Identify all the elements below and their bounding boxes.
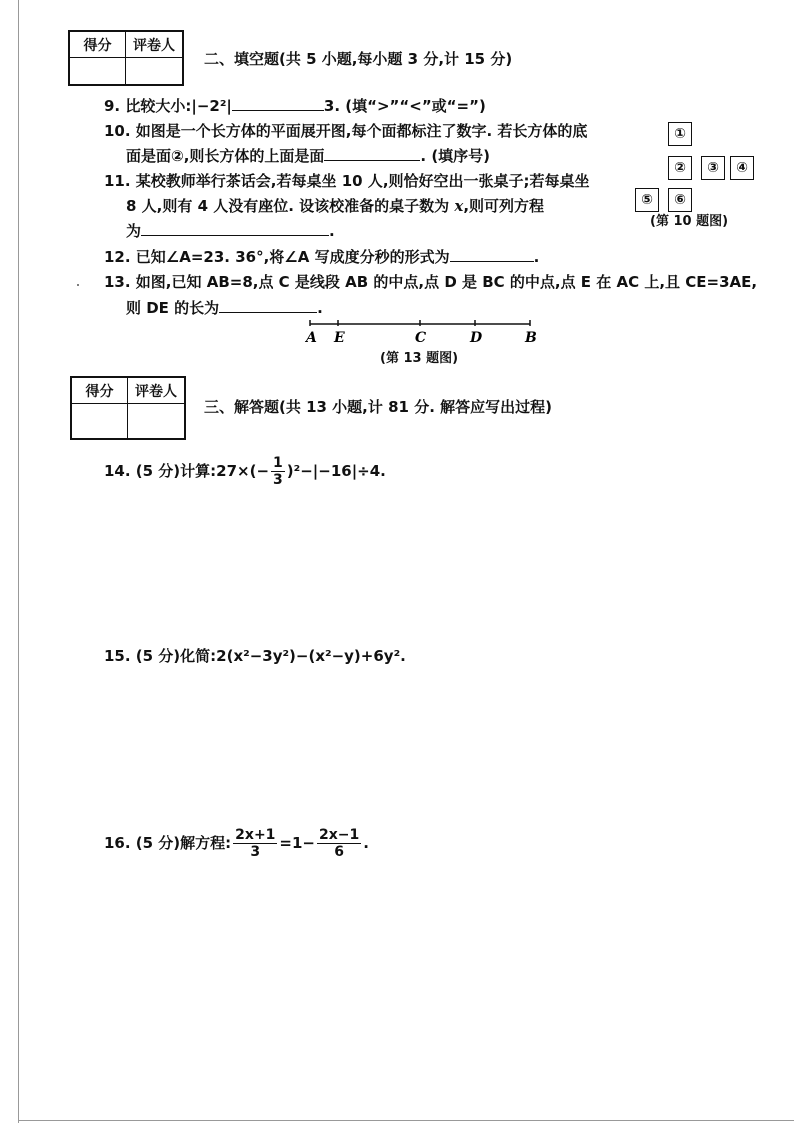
q16-fraction-1 xyxy=(233,827,277,860)
q14-prefix: 14. (5 分)计算:27×(− xyxy=(104,462,270,480)
q13-answer-blank[interactable] xyxy=(219,296,317,313)
question-11-line3 xyxy=(126,219,335,244)
q14-fraction xyxy=(271,455,285,488)
q14-suffix: )²−|−16|÷4. xyxy=(286,462,386,480)
question-14 xyxy=(104,454,386,488)
q11-line3-b: . xyxy=(329,222,335,240)
net-face-6: ⑥ xyxy=(668,188,692,212)
q11-line2-a: 8 人,则有 4 人没有座位. 设该校准备的桌子数为 xyxy=(126,197,455,215)
question-11-line2 xyxy=(126,194,544,219)
q16-middle: =1− xyxy=(279,834,315,852)
net-face-5: ⑤ xyxy=(635,188,659,212)
q12-suffix: . xyxy=(533,248,540,266)
figure-10-caption: (第 10 题图) xyxy=(650,214,729,229)
q16-frac1-den: 3 xyxy=(250,844,261,860)
q12-prefix: 12. 已知∠A=23. 36°,将∠A 写成度分秒的形式为 xyxy=(104,248,450,266)
score-box-section2 xyxy=(68,30,184,86)
net-face-1: ① xyxy=(668,122,692,146)
grader-label: 评卷人 xyxy=(128,378,184,404)
score-field[interactable] xyxy=(70,58,126,84)
question-13-line1: 13. 如图,已知 AB=8,点 C 是线段 AB 的中点,点 D 是 BC 的中点,点 E 在 AC 上,且 CE=3AE, xyxy=(104,273,758,291)
q9-prefix: 9. 比较大小:|−2²| xyxy=(104,97,232,115)
q9-answer-blank[interactable] xyxy=(232,94,324,111)
q16-frac1-num: 2x+1 xyxy=(235,827,276,843)
q11-variable: x xyxy=(454,197,464,215)
q16-frac2-den: 6 xyxy=(334,844,344,860)
score-label: 得分 xyxy=(70,32,126,58)
question-13-line2 xyxy=(126,296,323,321)
figure-13-segment xyxy=(296,314,546,350)
figure-13-caption: (第 13 题图) xyxy=(380,351,459,366)
label-C: C xyxy=(415,330,427,346)
grader-field[interactable] xyxy=(126,58,182,84)
page-left-border xyxy=(18,0,19,1123)
question-9 xyxy=(104,94,486,119)
label-E: E xyxy=(334,330,345,346)
q13-line2-b: . xyxy=(317,299,323,317)
q16-frac2-num: 2x−1 xyxy=(319,827,360,843)
section2-title: 二、填空题(共 5 小题,每小题 3 分,计 15 分) xyxy=(204,50,513,68)
net-face-3: ③ xyxy=(701,156,725,180)
q16-fraction-2 xyxy=(317,827,361,860)
q11-line3-a: 为 xyxy=(126,222,142,240)
score-label: 得分 xyxy=(72,378,128,404)
question-12 xyxy=(104,245,539,270)
q14-frac-num: 1 xyxy=(273,455,283,471)
section3-title: 三、解答题(共 13 小题,计 81 分. 解答应写出过程) xyxy=(204,398,552,416)
q14-frac-den: 3 xyxy=(273,472,283,488)
scan-dot xyxy=(77,284,79,286)
grader-field[interactable] xyxy=(128,404,184,438)
score-box-section3 xyxy=(70,376,186,440)
q16-suffix: . xyxy=(363,834,369,852)
question-11-line1: 11. 某校教师举行茶话会,若每桌坐 10 人,则恰好空出一张桌子;若每桌坐 xyxy=(104,172,590,190)
q10-answer-blank[interactable] xyxy=(324,144,420,161)
q11-answer-blank[interactable] xyxy=(141,219,329,236)
q12-answer-blank[interactable] xyxy=(450,245,534,262)
question-15: 15. (5 分)化简:2(x²−3y²)−(x²−y)+6y². xyxy=(104,647,406,665)
label-D: D xyxy=(470,330,483,346)
q10-line2-a: 面是面②,则长方体的上面是面 xyxy=(126,147,325,165)
q16-prefix: 16. (5 分)解方程: xyxy=(104,834,232,852)
q11-line2-b: ,则可列方程 xyxy=(463,197,545,215)
figure-10-net xyxy=(641,122,764,212)
score-field[interactable] xyxy=(72,404,128,438)
net-face-2: ② xyxy=(668,156,692,180)
question-16 xyxy=(104,826,369,860)
label-B: B xyxy=(525,330,537,346)
grader-label: 评卷人 xyxy=(126,32,182,58)
q13-line2-a: 则 DE 的长为 xyxy=(126,299,220,317)
net-face-4: ④ xyxy=(730,156,754,180)
question-10-line2 xyxy=(126,144,490,169)
question-10-line1: 10. 如图是一个长方体的平面展开图,每个面都标注了数字. 若长方体的底 xyxy=(104,122,588,140)
q9-suffix: 3. (填“>”“<”或“=”) xyxy=(323,97,486,115)
label-A: A xyxy=(306,330,317,346)
page-bottom-border xyxy=(18,1120,794,1121)
q10-line2-b: . (填序号) xyxy=(420,147,491,165)
